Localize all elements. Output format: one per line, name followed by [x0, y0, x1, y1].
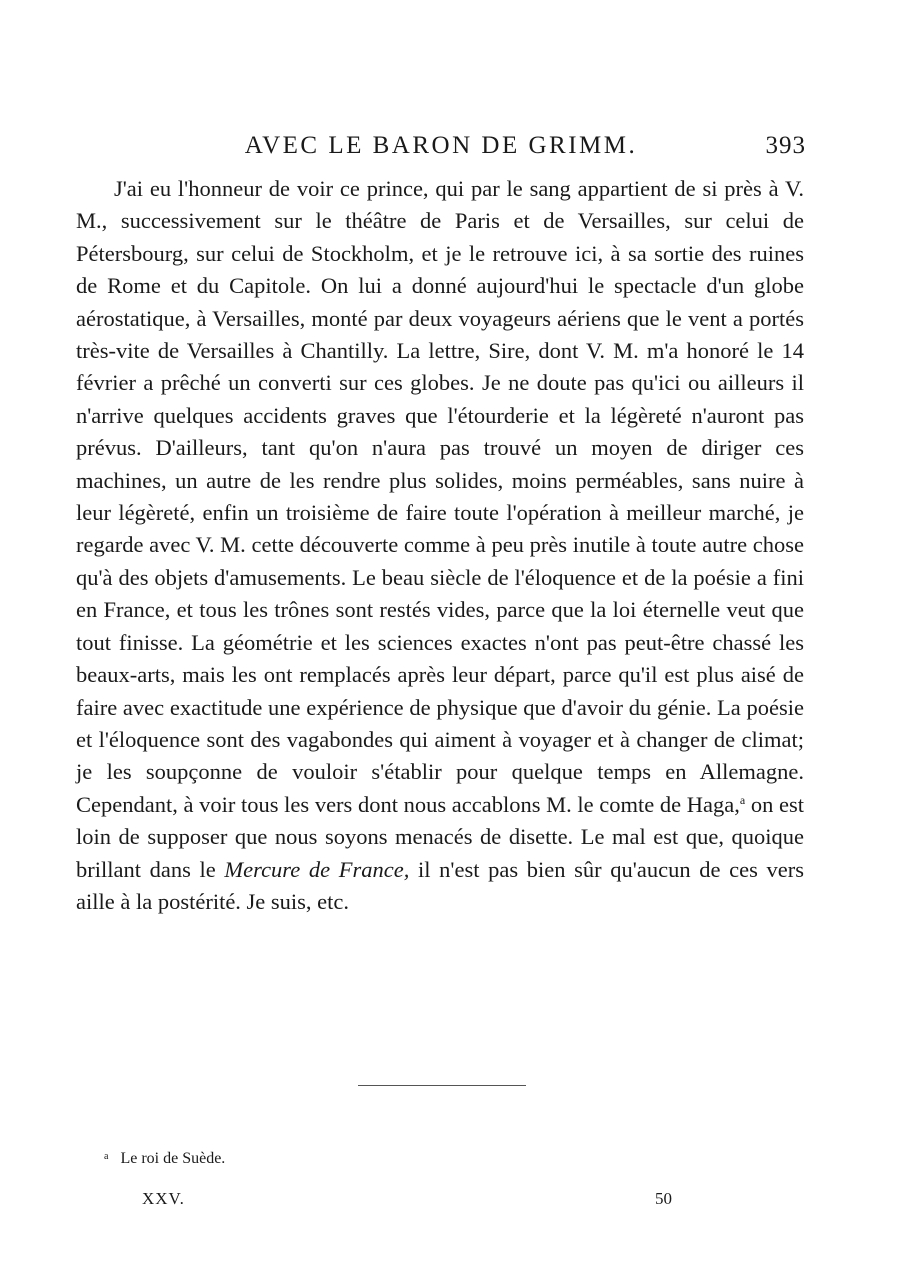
footnote: [104, 1150, 225, 1168]
footnote-separator: [358, 1085, 526, 1086]
running-title: AVEC LE BARON DE GRIMM.: [244, 132, 638, 159]
paragraph-text-part-2: on est loin de supposer que nous soyons menacés de disette. Le mal est que, quoique brillant dans le: [76, 791, 804, 882]
paragraph: [76, 173, 804, 918]
body-text: [76, 173, 804, 918]
paragraph-text-part-3: il n'est pas bien sûr qu'aucun de ces vers aille à la postérité. Je suis, etc.: [76, 856, 804, 914]
signature-volume: XXV.: [142, 1189, 185, 1208]
footnote-marker[interactable]: a: [739, 792, 746, 807]
footnote-marker-foot: a: [104, 1151, 109, 1162]
signature-sheet-number: 50: [655, 1189, 672, 1208]
footnote-text: Le roi de Suède.: [120, 1150, 226, 1167]
paragraph-text-part-1: J'ai eu l'honneur de voir ce prince, qui par le sang appartient de si près à V. M., successivement sur le théâtre de Paris et de Versailles, sur celui de Pétersbourg, sur celui de Stockholm, et je le retrouve ici, à sa sortie des ruines de Rome et du Capitole. On lui a donné aujourd'hui le spectacle d'un globe aérostatique, à Versailles, monté par deux voyageurs aériens que le vent a portés très-vite de Versailles à Chantilly. La lettre, Sire, dont V. M. m'a honoré le 14 février a prêché un converti sur ces globes. Je ne doute pas qu'ici ou ailleurs il n'arrive quelques accidents graves que l'étourderie et la légèreté n'auront pas prévus. D'ailleurs, tant qu'on n'aura pas trouvé un moyen de diriger ces machines, un autre de les rendre plus solides, moins perméables, sans nuire à leur légèreté, enfin un troisième de faire toute l'opération à meilleur marché, je regarde avec V. M. cette découverte comme à peu près inutile à toute autre chose qu'à des objets d'amusements. Le beau siècle de l'éloquence et de la poésie a fini en France, et tous les trônes sont restés vides, parce que la loi éternelle veut que tout finisse. La géométrie et les sciences exactes n'ont pas peut-être chassé les beaux-arts, mais les ont remplacés après leur départ, parce qu'il est plus aisé de faire avec exactitude une expérience de physique que d'avoir du génie. La poésie et l'éloquence sont des vagabondes qui aiment à voyager et à changer de climat; je les soupçonne de vouloir s'établir pour quelque temps en Allemagne. Cependant, à voir tous les vers dont nous accablons M. le comte de Haga,: [76, 176, 804, 817]
running-head: [76, 128, 806, 168]
italic-title: Mercure de France,: [224, 856, 410, 882]
page-number: 393: [765, 132, 806, 159]
